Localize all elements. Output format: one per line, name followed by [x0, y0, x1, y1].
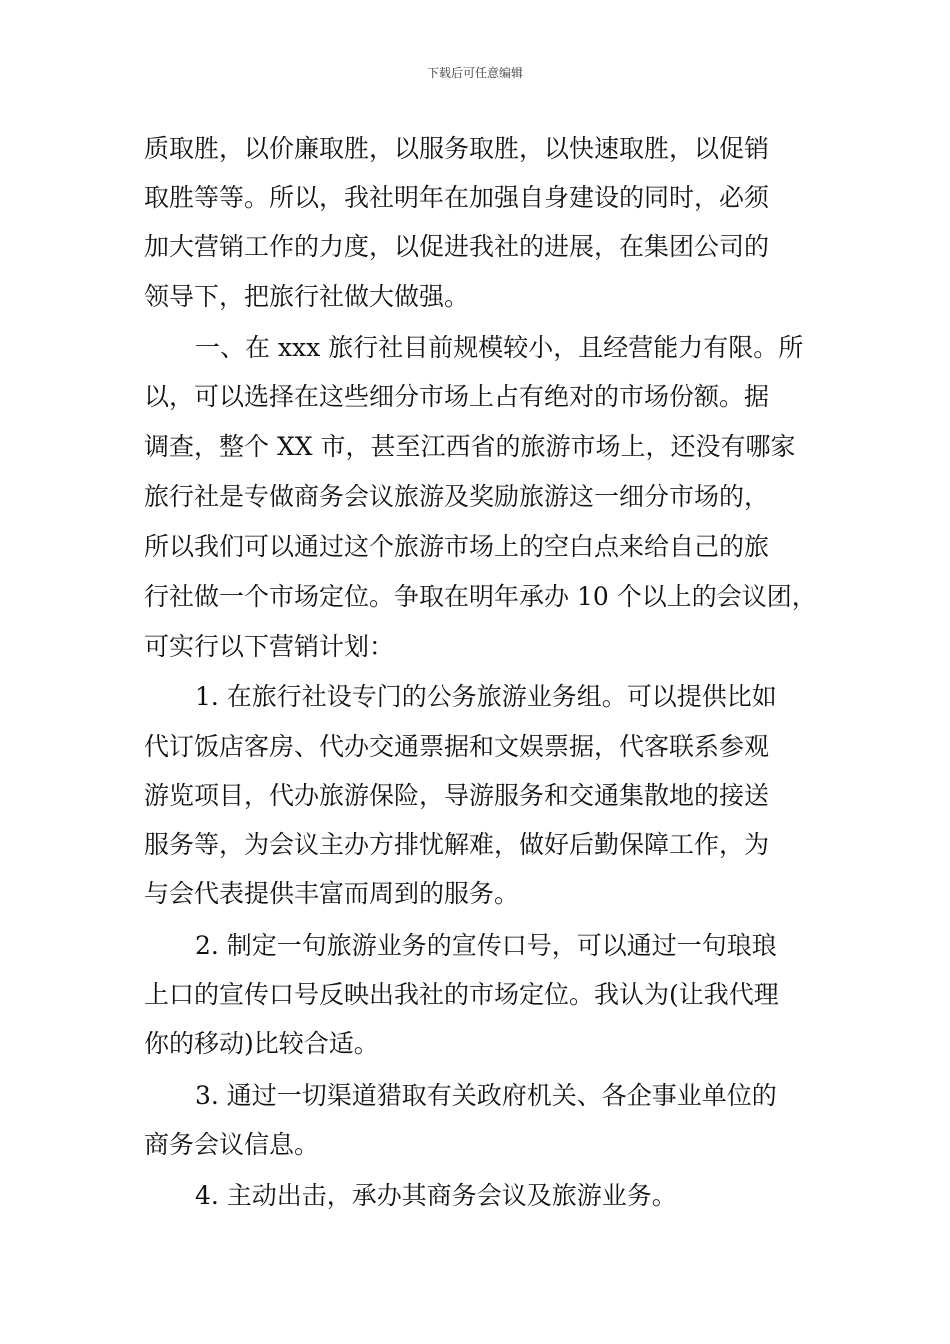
body-line: 取胜等等。所以，我社明年在加强自身建设的同时，必须	[144, 183, 770, 212]
body-line: 上口的宣传口号反映出我社的市场定位。我认为(让我代理	[144, 980, 779, 1009]
body-line: 代订饭店客房、代办交通票据和文娱票据，代客联系参观	[144, 732, 770, 761]
body-line: 你的移动)比较合适。	[144, 1029, 379, 1058]
list-item-line: 1. 在旅行社设专门的公务旅游业务组。可以提供比如	[195, 682, 777, 711]
body-line: 调查，整个 XX 市，甚至江西省的旅游市场上，还没有哪家	[144, 432, 796, 461]
body-line: 领导下，把旅行社做大做强。	[144, 282, 470, 311]
body-line: 服务等，为会议主办方排忧解难，做好后勤保障工作，为	[144, 830, 770, 859]
list-item-line: 4. 主动出击，承办其商务会议及旅游业务。	[195, 1181, 677, 1210]
body-line: 行社做一个市场定位。争取在明年承办 10 个以上的会议团，	[144, 582, 817, 611]
body-line: 商务会议信息。	[144, 1130, 320, 1159]
body-line: 旅行社是专做商务会议旅游及奖励旅游这一细分市场的，	[144, 482, 770, 511]
body-line: 质取胜，以价廉取胜，以服务取胜，以快速取胜，以促销	[144, 134, 770, 163]
body-line: 游览项目，代办旅游保险，导游服务和交通集散地的接送	[144, 781, 770, 810]
body-line: 以，可以选择在这些细分市场上占有绝对的市场份额。据	[144, 382, 770, 411]
page-header: 下载后可任意编辑	[426, 66, 523, 80]
body-line: 与会代表提供丰富而周到的服务。	[144, 879, 520, 908]
paragraph-first-line: 一、在 xxx 旅行社目前规模较小，且经营能力有限。所	[195, 333, 804, 362]
body-line: 加大营销工作的力度，以促进我社的进展，在集团公司的	[144, 232, 770, 261]
list-item-line: 2. 制定一句旅游业务的宣传口号，可以通过一句琅琅	[195, 931, 777, 960]
list-item-line: 3. 通过一切渠道猎取有关政府机关、各企事业单位的	[195, 1081, 777, 1110]
body-line: 所以我们可以通过这个旅游市场上的空白点来给自己的旅	[144, 532, 770, 561]
body-line: 可实行以下营销计划：	[144, 632, 395, 661]
